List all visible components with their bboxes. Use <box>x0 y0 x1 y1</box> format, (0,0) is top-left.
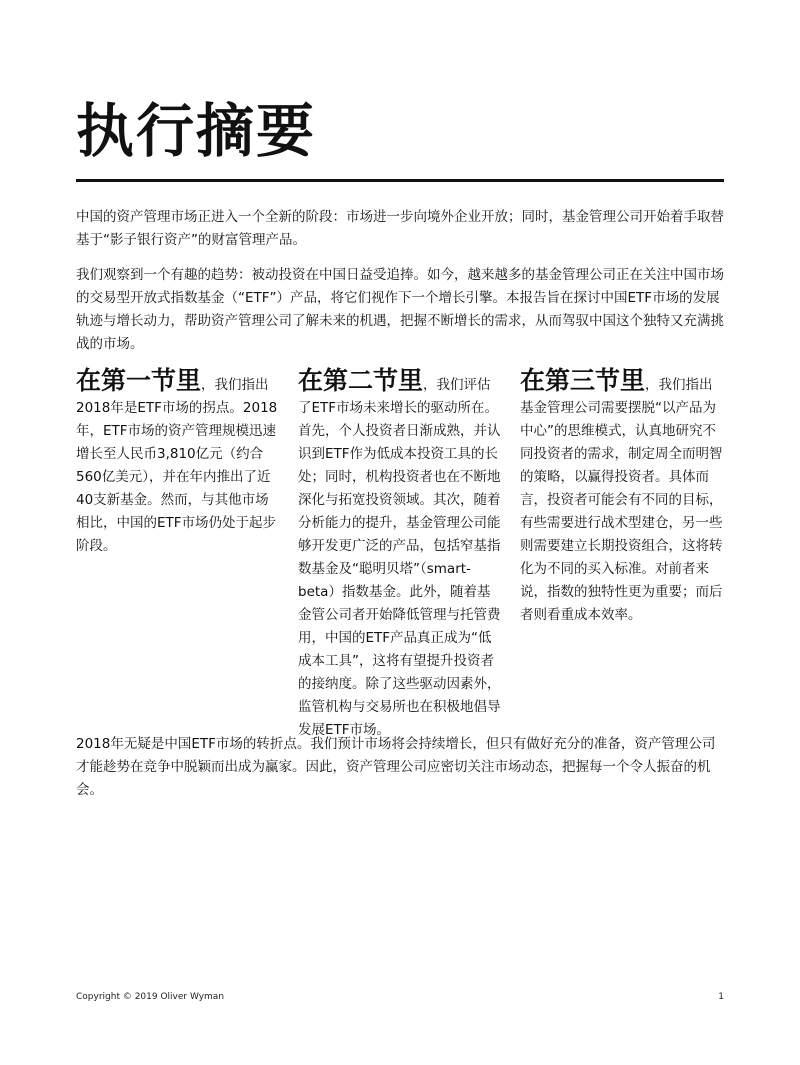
title-divider <box>76 179 724 182</box>
section-3-heading: 在第三节里 <box>520 366 646 395</box>
section-column-1 <box>76 368 281 558</box>
copyright-notice: Copyright © 2019 Oliver Wyman <box>76 992 225 1002</box>
section-column-3 <box>520 368 725 627</box>
section-1-heading: 在第一节里 <box>76 366 202 395</box>
section-column-2 <box>298 368 503 742</box>
page-number: 1 <box>718 992 724 1002</box>
intro-paragraph-2: 我们观察到一个有趣的趋势：被动投资在中国日益受追捧。如今，越来越多的基金管理公司正在关注中国市场的交易型开放式指数基金（“ETF”）产品，将它们视作下一个增长引擎。本报告旨在探讨中国ETF市场的发展轨迹与增长动力，帮助资产管理公司了解未来的机遇，把握不断增长的需求，从而驾驭中国这个独特又充满挑战的市场。 <box>76 267 724 352</box>
section-1-text: ，我们指出2018年是ETF市场的拐点。2018年，ETF市场的资产管理规模迅速增长至人民币3,810亿元（约合560亿美元），并在年内推出了近40支新基金。然而，与其他市场相比，中国的ETF市场仍处于起步阶段。 <box>76 377 278 554</box>
section-2-text: ，我们评估了ETF市场未来增长的驱动所在。首先，个人投资者日渐成熟，并认识到ETF作为低成本投资工具的长处；同时，机构投资者也在不断地深化与拓宽投资领域。其次，随着分析能力的提升，基金管理公司能够开发更广泛的产品，包括窄基指数基金及“聪明贝塔”（smart-beta）指数基金。此外，随着基金管公司者开始降低管理与托管费用，中国的ETF产品真正成为“低成本工具”，这将有望提升投资者的接纳度。除了这些驱动因素外，监管机构与交易所也在积极地倡导发展ETF市场。 <box>298 377 501 738</box>
section-3-text: ，我们指出基金管理公司需要摆脱“以产品为中心”的思维模式，认真地研究不同投资者的需求，制定周全而明智的策略，以赢得投资者。具体而言，投资者可能会有不同的目标，有些需要进行战术型建仓，另一些则需要建立长期投资组合，这将转化为不同的买入标准。对前者来说，指数的独特性更为重要；而后者则看重成本效率。 <box>520 377 723 623</box>
intro-paragraph-1: 中国的资产管理市场正进入一个全新的阶段：市场进一步向境外企业开放；同时，基金管理公司开始着手取替基于“影子银行资产”的财富管理产品。 <box>76 209 724 248</box>
page-title: 执行摘要 <box>76 97 317 165</box>
section-2-heading: 在第二节里 <box>298 366 424 395</box>
conclusion-paragraph: 2018年无疑是中国ETF市场的转折点。我们预计市场将会持续增长，但只有做好充分的准备，资产管理公司才能趁势在竞争中脱颖而出成为赢家。因此，资产管理公司应密切关注市场动态，把握每一个令人振奋的机会。 <box>76 736 716 798</box>
